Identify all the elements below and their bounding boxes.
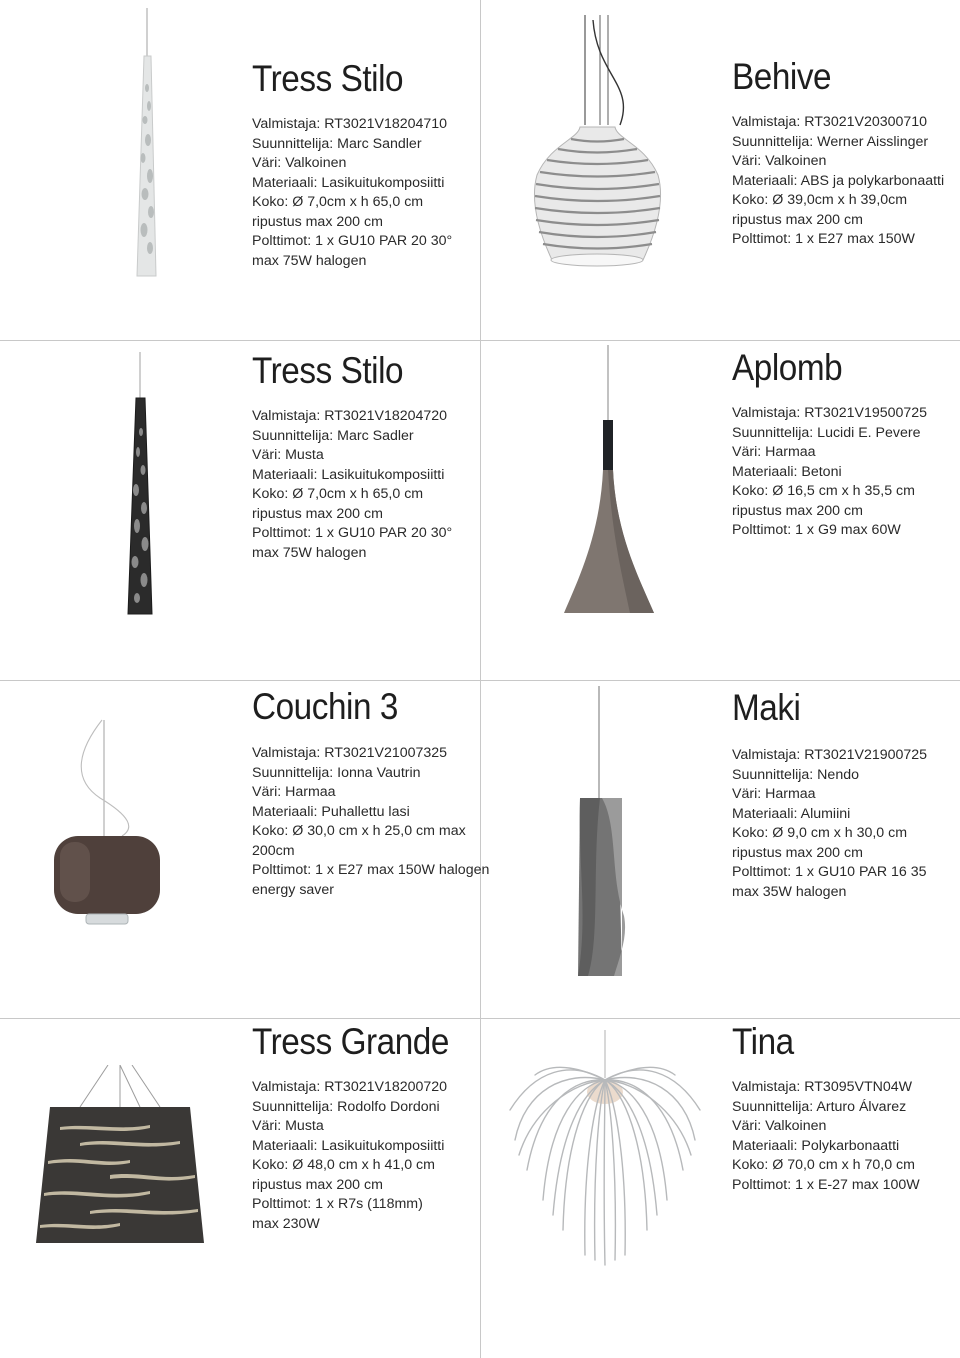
spec-line: Koko: Ø 70,0 cm x h 70,0 cm — [732, 1157, 915, 1173]
couchin-3-lamp-image — [50, 718, 168, 930]
spec-line: Väri: Valkoinen — [732, 153, 827, 169]
row-divider-2 — [0, 680, 960, 681]
product-title: Couchin 3 — [252, 686, 398, 727]
row-divider-1 — [0, 340, 960, 341]
spec-line: Koko: Ø 48,0 cm x h 41,0 cm — [252, 1157, 435, 1173]
product-title: Tress Stilo — [252, 350, 404, 391]
spec-line: Materiaali: Lasikuitukomposiitti — [252, 1137, 445, 1154]
product-specs — [252, 744, 489, 900]
product-title: Aplomb — [732, 347, 843, 388]
product-specs — [732, 1078, 920, 1195]
tress-stilo-black-lamp-image — [112, 352, 172, 620]
spec-line: Polttimot: 1 x GU10 PAR 20 30° — [252, 525, 453, 541]
spec-line: Valmistaja: RT3021V18204720 — [252, 408, 448, 424]
product-specs — [732, 746, 927, 902]
spec-line: Väri: Harmaa — [252, 784, 336, 800]
spec-line: Valmistaja: RT3021V18204710 — [252, 116, 448, 132]
spec-line: Suunnittelija: Marc Sadler — [252, 427, 414, 444]
spec-line: Polttimot: 1 x R7s (118mm) — [252, 1196, 423, 1212]
spec-line: Väri: Valkoinen — [252, 155, 347, 171]
spec-line: ripustus max 200 cm — [732, 844, 863, 861]
product-title: Behive — [732, 56, 832, 97]
spec-line: Koko: Ø 39,0cm x h 39,0cm — [732, 192, 908, 208]
spec-line: Suunnittelija: Lucidi E. Pevere — [732, 424, 921, 441]
spec-line: Suunnittelija: Nendo — [732, 766, 859, 783]
spec-line: max 35W halogen — [732, 883, 847, 900]
spec-line: max 75W halogen — [252, 252, 367, 269]
maki-lamp-image — [570, 686, 630, 978]
spec-line: Polttimot: 1 x E27 max 150W — [732, 231, 915, 247]
tress-grande-lamp-image — [30, 1065, 210, 1250]
spec-line: Valmistaja: RT3021V20300710 — [732, 114, 928, 130]
product-title: Tina — [732, 1021, 794, 1062]
spec-line: max 75W halogen — [252, 544, 367, 561]
spec-line: Materiaali: Betoni — [732, 463, 842, 480]
spec-line: Suunnittelija: Rodolfo Dordoni — [252, 1098, 440, 1115]
spec-line: Väri: Harmaa — [732, 786, 816, 802]
product-specs — [732, 113, 944, 250]
spec-line: Materiaali: Alumiini — [732, 805, 851, 822]
product-specs — [732, 404, 927, 541]
spec-line: 200cm — [252, 842, 295, 859]
spec-line: Valmistaja: RT3095VTN04W — [732, 1079, 913, 1095]
column-divider — [480, 0, 481, 1358]
product-specs — [252, 115, 452, 271]
spec-line: Materiaali: Lasikuitukomposiitti — [252, 174, 445, 191]
spec-line: Suunnittelija: Arturo Álvarez — [732, 1098, 907, 1115]
spec-line: Polttimot: 1 x E-27 max 100W — [732, 1176, 920, 1193]
spec-line: Materiaali: ABS ja polykarbonaatti — [732, 172, 945, 189]
spec-line: Suunnittelija: Ionna Vautrin — [252, 764, 421, 781]
spec-line: Materiaali: Lasikuitukomposiitti — [252, 466, 445, 483]
spec-line: Valmistaja: RT3021V19500725 — [732, 405, 928, 421]
spec-line: Väri: Harmaa — [732, 444, 816, 460]
spec-line: Väri: Musta — [252, 447, 324, 463]
spec-line: Koko: Ø 7,0cm x h 65,0 cm — [252, 194, 424, 210]
spec-line: Valmistaja: RT3021V21007325 — [252, 745, 448, 761]
spec-line: Valmistaja: RT3021V18200720 — [252, 1079, 448, 1095]
aplomb-lamp-image — [560, 345, 660, 617]
spec-line: Polttimot: 1 x GU10 PAR 20 30° — [252, 233, 453, 249]
spec-line: Valmistaja: RT3021V21900725 — [732, 747, 928, 763]
spec-line: Koko: Ø 30,0 cm x h 25,0 cm max — [252, 823, 466, 839]
product-specs — [252, 407, 452, 563]
spec-line: ripustus max 200 cm — [252, 1176, 383, 1193]
spec-line: Polttimot: 1 x GU10 PAR 16 35 — [732, 864, 927, 880]
spec-line: ripustus max 200 cm — [732, 502, 863, 519]
spec-line: Väri: Valkoinen — [732, 1118, 827, 1134]
tina-lamp-image — [505, 1030, 705, 1270]
spec-line: max 230W — [252, 1215, 320, 1232]
spec-line: Koko: Ø 7,0cm x h 65,0 cm — [252, 486, 424, 502]
spec-line: Polttimot: 1 x E27 max 150W halogen — [252, 862, 490, 878]
spec-line: energy saver — [252, 881, 335, 898]
product-title: Tress Grande — [252, 1021, 449, 1062]
spec-line: Koko: Ø 9,0 cm x h 30,0 cm — [732, 825, 908, 841]
product-title: Tress Stilo — [252, 58, 404, 99]
spec-line: Materiaali: Polykarbonaatti — [732, 1137, 900, 1154]
spec-line: Suunnittelija: Marc Sandler — [252, 135, 422, 152]
tress-stilo-white-lamp-image — [120, 8, 180, 283]
spec-line: Väri: Musta — [252, 1118, 324, 1134]
spec-line: ripustus max 200 cm — [252, 505, 383, 522]
behive-lamp-image — [525, 15, 670, 270]
spec-line: ripustus max 200 cm — [732, 211, 863, 228]
spec-line: Polttimot: 1 x G9 max 60W — [732, 522, 901, 538]
spec-line: Materiaali: Puhallettu lasi — [252, 803, 410, 820]
spec-line: Koko: Ø 16,5 cm x h 35,5 cm — [732, 483, 915, 499]
product-title: Maki — [732, 687, 801, 728]
product-specs — [252, 1078, 447, 1234]
spec-line: ripustus max 200 cm — [252, 213, 383, 230]
spec-line: Suunnittelija: Werner Aisslinger — [732, 133, 929, 150]
row-divider-3 — [0, 1018, 960, 1019]
